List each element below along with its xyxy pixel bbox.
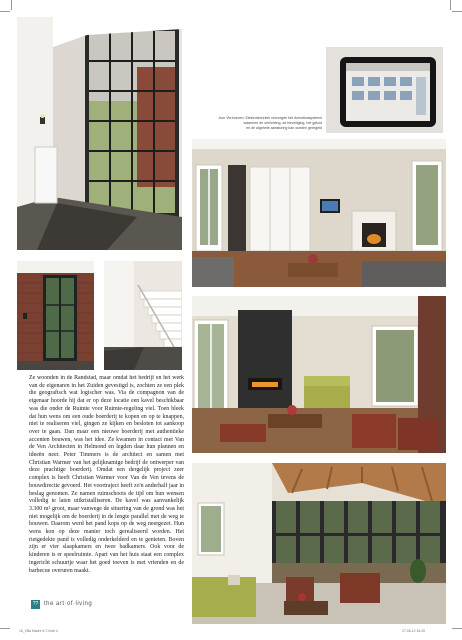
crop-mark xyxy=(450,0,451,10)
crop-mark xyxy=(0,11,10,12)
caption-line: Jurn Verhoeven: Elektrotechniek verzorgde het domoticasysteem xyxy=(218,116,322,120)
crop-mark xyxy=(11,0,12,10)
crop-mark xyxy=(452,628,462,629)
photo-conservatory xyxy=(192,463,446,624)
photo-brick-doorway xyxy=(17,261,94,370)
print-slug-date: 27-06-12 16:26 xyxy=(402,629,425,633)
photo-hall-window xyxy=(17,17,182,250)
crop-mark xyxy=(452,11,462,12)
photo-staircase xyxy=(104,261,182,370)
photo-living-fireplace xyxy=(192,139,446,287)
magazine-brand: the art·of·living xyxy=(44,601,93,607)
crop-mark xyxy=(0,628,10,629)
photo-lounge-fireplace xyxy=(192,296,446,453)
photo-ipad-domotica xyxy=(326,47,443,133)
article-body: Ze woonden in de Randstad, maar omdat het bedrijf en het werk van de eigenaren in het Zuiden gevestigd is, zochten ze een plek die geografisch wat logischer was. Via de compagnon van de eigenaar hoorde hij dat er op deze locatie een kavel beschikbaar was die onder de Ruimte voor Ruimte-regeling viel. Toen bleek dat hun wens om een oude boerderij te kopen en op te knappen, niet te realiseren viel, gingen ze kijken en besloten tot aankoop over te gaan. Dan maar een nieuwe boerderij met authentieke accenten bouwen, was het idee. Ze kwamen in contact met Van de Ven Architecten in Helmond en legden daar hun plannen en ideeën neer. Peter Timmers is de architect en samen met Christian Warmer van het gelijknamige bedrijf de ontwerper van deze prachtige boerderij. Omdat een dergelijk project zeer complex is heeft Christian Warmer voor Van de Ven tevens de bouwdirectie gevoerd. Het voortraject heeft zo'n anderhalf jaar in beslag genomen. Ze namen ruimschoots de tijd om hun wensen volledig te laten uitkristalliseren. De kavel was aanvankelijk 3.300 m² groot, maar vanwege de situering van de grond was het niet mogelijk om de boerderij in de lengte parallel met de weg te bouwen. Daarom werd het pand kops op de weg neergezet. Hun wens kon op deze manier toch gerealiseerd worden. Het rietgedekte pand is volledig onderkelderd en te genieten. Boven zijn er vier slaapkamers en twee badkamers. Ook voor de kinderen is er speelruimte. Apart van het huis staat een complex ingericht schuurtje waar het goed toeven is met vrienden en de barbecue overuren maakt. xyxy=(29,375,184,574)
print-slug-file: 16_Villa Madre 6-7.indd 4 xyxy=(19,629,58,633)
caption-line: en de algehele aansturing kan worden geregeld xyxy=(246,126,322,130)
caption-line: waarmee de verlichting, de beveiliging, het geluid xyxy=(243,121,322,125)
page-number-badge: ?? xyxy=(32,601,39,607)
photo-caption xyxy=(198,116,322,131)
